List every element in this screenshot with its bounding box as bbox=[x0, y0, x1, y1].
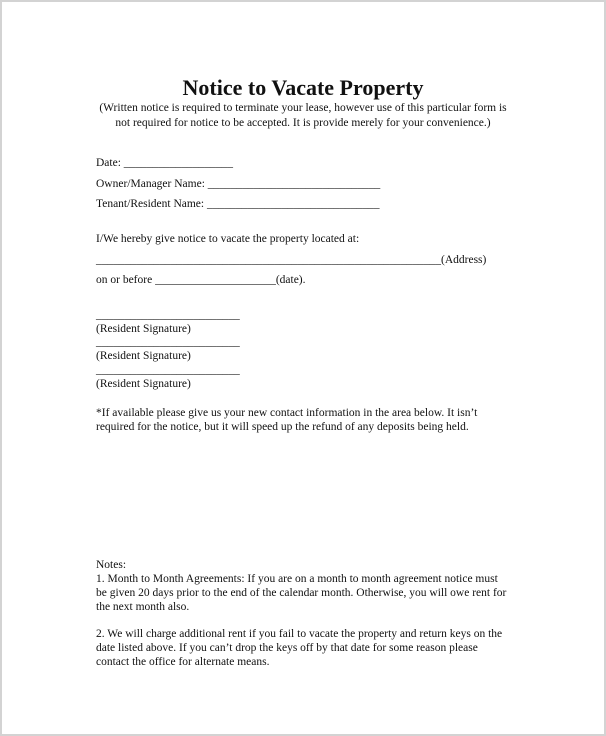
date-field: Date: ___________________ bbox=[96, 157, 234, 169]
notes-heading: Notes: bbox=[96, 559, 127, 571]
note-2-line: 2. We will charge additional rent if you fail to vacate the property and return keys on the bbox=[96, 628, 503, 640]
signature-label: (Resident Signature) bbox=[96, 350, 191, 362]
contact-note-line: *If available please give us your new contact information in the area below. It isn’t bbox=[96, 407, 478, 419]
signature-label: (Resident Signature) bbox=[96, 378, 191, 390]
tenant-resident-field: Tenant/Resident Name: ______________________________ bbox=[96, 198, 380, 210]
notes-section bbox=[96, 558, 536, 614]
notice-statement: I/We hereby give notice to vacate the property located at: bbox=[96, 233, 360, 245]
subtitle-line: (Written notice is required to terminate your lease, however use of this particular form is bbox=[99, 102, 507, 114]
note-2-line: date listed above. If you can’t drop the keys off by that date for some reason please bbox=[96, 642, 478, 654]
signature-line: _________________________ bbox=[96, 364, 240, 376]
note-1-line: the next month also. bbox=[96, 601, 190, 613]
address-line: ____________________________________________________________(Address) bbox=[96, 254, 487, 266]
owner-manager-field: Owner/Manager Name: ______________________________ bbox=[96, 178, 381, 190]
note-2-line: contact the office for alternate means. bbox=[96, 656, 270, 668]
document-subtitle bbox=[62, 101, 544, 131]
subtitle-line: not required for notice to be accepted. It is provide merely for your convenience.) bbox=[115, 117, 491, 129]
contact-note-line: required for the notice, but it will speed up the refund of any deposits being held. bbox=[96, 421, 469, 433]
signature-line: _________________________ bbox=[96, 336, 240, 348]
note-2 bbox=[96, 627, 536, 669]
contact-note bbox=[96, 406, 536, 434]
signature-label: (Resident Signature) bbox=[96, 323, 191, 335]
document-title: Notice to Vacate Property bbox=[182, 75, 424, 100]
signature-line: _________________________ bbox=[96, 309, 240, 321]
note-1-line: be given 20 days prior to the end of the calendar month. Otherwise, you will owe rent for bbox=[96, 587, 507, 599]
vacate-date-line: on or before _____________________(date). bbox=[96, 274, 306, 286]
note-1-line: 1. Month to Month Agreements: If you are on a month to month agreement notice must bbox=[96, 573, 498, 585]
